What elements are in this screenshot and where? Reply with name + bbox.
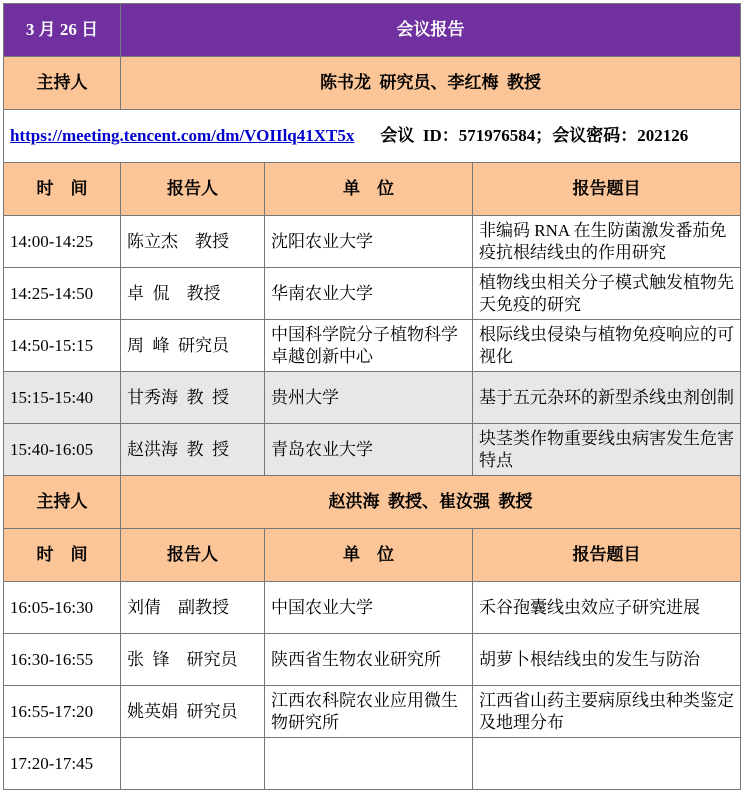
- time-cell: 16:05-16:30: [4, 582, 121, 634]
- table-row: [4, 686, 741, 738]
- col-unit-header: 单 位: [265, 163, 473, 216]
- column-header-row-2: [4, 529, 741, 582]
- date-cell: 3 月 26 日: [4, 4, 121, 57]
- speaker-cell: 姚英娟 研究员: [121, 686, 265, 738]
- meeting-row: [4, 110, 741, 163]
- meeting-link[interactable]: https://meeting.tencent.com/dm/VOIIlq41XT5x: [10, 126, 355, 145]
- time-cell: 17:20-17:45: [4, 738, 121, 790]
- speaker-cell: 周 峰 研究员: [121, 320, 265, 372]
- table-row: [4, 424, 741, 476]
- time-cell: 15:40-16:05: [4, 424, 121, 476]
- host-names: 陈书龙 研究员、李红梅 教授: [121, 57, 741, 110]
- speaker-cell: 陈立杰 教授: [121, 216, 265, 268]
- topic-cell: 胡萝卜根结线虫的发生与防治: [473, 634, 741, 686]
- col-speaker-header: 报告人: [121, 163, 265, 216]
- speaker-cell: 刘倩 副教授: [121, 582, 265, 634]
- table-row: [4, 268, 741, 320]
- host-label: 主持人: [4, 476, 121, 529]
- col-topic-header: 报告题目: [473, 529, 741, 582]
- column-header-row-1: [4, 163, 741, 216]
- speaker-cell: 张 锋 研究员: [121, 634, 265, 686]
- table-row: [4, 320, 741, 372]
- meeting-id-info: 会议 ID：571976584；会议密码：202126: [380, 126, 689, 145]
- host-label: 主持人: [4, 57, 121, 110]
- speaker-cell: 赵洪海 教 授: [121, 424, 265, 476]
- table-row: [4, 582, 741, 634]
- time-cell: 14:25-14:50: [4, 268, 121, 320]
- col-topic-header: 报告题目: [473, 163, 741, 216]
- table-row: [4, 738, 741, 790]
- table-row: [4, 634, 741, 686]
- table-row: [4, 216, 741, 268]
- unit-cell: 沈阳农业大学: [265, 216, 473, 268]
- host-row-2: [4, 476, 741, 529]
- topic-cell: 基于五元杂环的新型杀线虫剂创制: [473, 372, 741, 424]
- topic-cell: 非编码 RNA 在生防菌激发番茄免疫抗根结线虫的作用研究: [473, 216, 741, 268]
- speaker-cell: 甘秀海 教 授: [121, 372, 265, 424]
- unit-cell: 陕西省生物农业研究所: [265, 634, 473, 686]
- speaker-cell: 卓 侃 教授: [121, 268, 265, 320]
- unit-cell: 中国农业大学: [265, 582, 473, 634]
- col-speaker-header: 报告人: [121, 529, 265, 582]
- unit-cell: 中国科学院分子植物科学卓越创新中心: [265, 320, 473, 372]
- unit-cell: 江西农科院农业应用微生物研究所: [265, 686, 473, 738]
- unit-cell: [265, 738, 473, 790]
- unit-cell: 贵州大学: [265, 372, 473, 424]
- host-row-1: [4, 57, 741, 110]
- col-time-header: 时 间: [4, 163, 121, 216]
- section-title: 会议报告: [121, 4, 741, 57]
- host-names: 赵洪海 教授、崔汝强 教授: [121, 476, 741, 529]
- time-cell: 14:00-14:25: [4, 216, 121, 268]
- col-unit-header: 单 位: [265, 529, 473, 582]
- agenda-table: [3, 3, 741, 790]
- unit-cell: 华南农业大学: [265, 268, 473, 320]
- speaker-cell: [121, 738, 265, 790]
- time-cell: 14:50-15:15: [4, 320, 121, 372]
- topic-cell: 植物线虫相关分子模式触发植物先天免疫的研究: [473, 268, 741, 320]
- time-cell: 15:15-15:40: [4, 372, 121, 424]
- topic-cell: 根际线虫侵染与植物免疫响应的可视化: [473, 320, 741, 372]
- unit-cell: 青岛农业大学: [265, 424, 473, 476]
- time-cell: 16:30-16:55: [4, 634, 121, 686]
- meeting-cell: [4, 110, 741, 163]
- topic-cell: 禾谷孢囊线虫效应子研究进展: [473, 582, 741, 634]
- topic-cell: 江西省山药主要病原线虫种类鉴定及地理分布: [473, 686, 741, 738]
- topic-cell: [473, 738, 741, 790]
- topic-cell: 块茎类作物重要线虫病害发生危害特点: [473, 424, 741, 476]
- col-time-header: 时 间: [4, 529, 121, 582]
- table-row: [4, 372, 741, 424]
- time-cell: 16:55-17:20: [4, 686, 121, 738]
- title-row: [4, 4, 741, 57]
